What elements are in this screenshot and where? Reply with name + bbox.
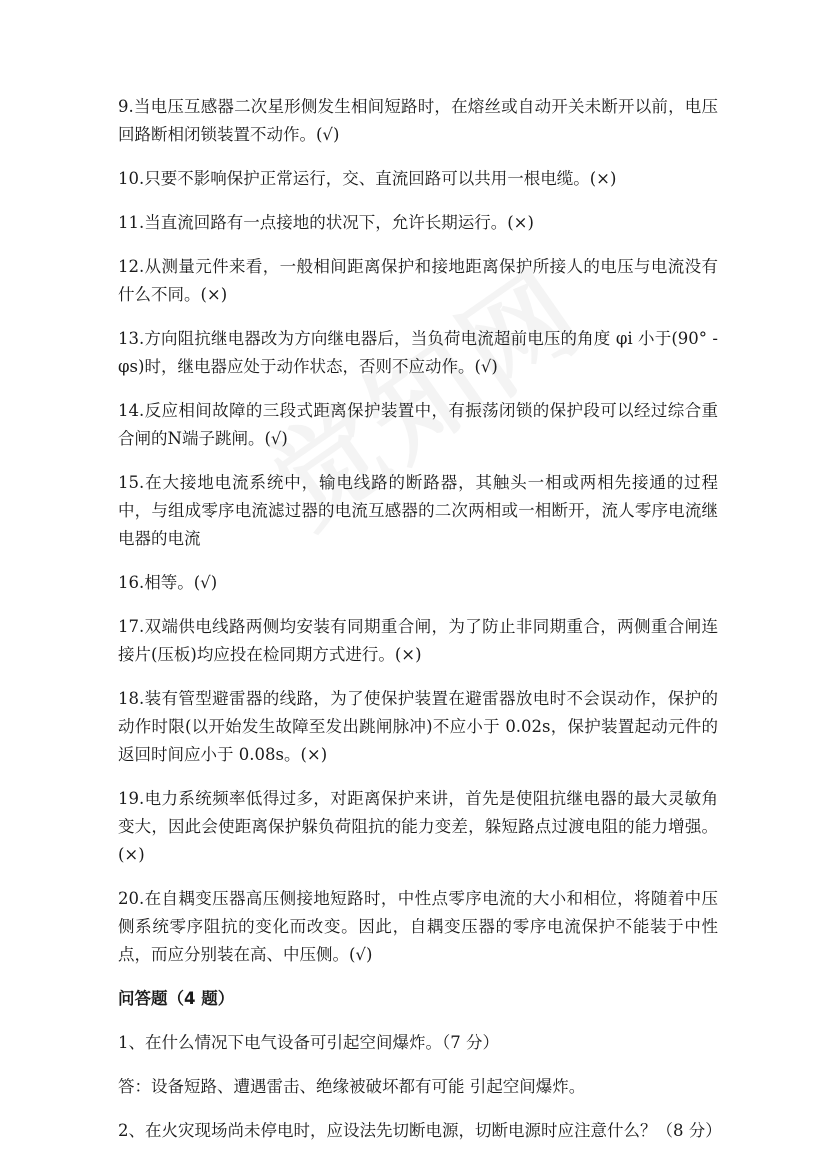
question-18: 18.装有管型避雷器的线路，为了使保护装置在避雷器放电时不会误动作，保护的动作时限(以开始发生故障至发出跳闸脉冲)不应小于 0.02s，保护装置起动元件的返回时间应小于 0.08s。(×) [118, 689, 718, 764]
qa-answer-1: 答：设备短路、遭遇雷击、绝缘被破坏都有可能 引起空间爆炸。 [118, 1077, 586, 1096]
question-9: 9.当电压互感器二次星形侧发生相间短路时，在熔丝或自动开关未断开以前，电压回路断相闭锁装置不动作。(√) [118, 97, 718, 144]
question-15: 15.在大接地电流系统中，输电线路的断路器，其触头一相或两相先接通的过程中，与组成零序电流滤过器的电流互感器的二次两相或一相断开，流人零序电流继电器的电流 [118, 473, 718, 548]
question-16: 16.相等。(√) [118, 573, 218, 592]
qa-question-1: 1、在什么情况下电气设备可引起空间爆炸。（7 分） [118, 1033, 499, 1052]
question-10: 10.只要不影响保护正常运行，交、直流回路可以共用一根电缆。(×) [118, 169, 617, 188]
question-12: 12.从测量元件来看，一般相间距离保护和接地距离保护所接人的电压与电流没有什么不同。(×) [118, 257, 718, 304]
question-20: 20.在自耦变压器高压侧接地短路时，中性点零序电流的大小和相位，将随着中压侧系统零序阻抗的变化而改变。因此，自耦变压器的零序电流保护不能装于中性点，而应分别装在高、中压侧。(√) [118, 889, 718, 964]
section-heading: 问答题（4 题） [118, 989, 235, 1008]
question-17: 17.双端供电线路两侧均安装有同期重合闸，为了防止非同期重合，两侧重合闸连接片(压板)均应投在检同期方式进行。(×) [118, 617, 718, 664]
question-14: 14.反应相间故障的三段式距离保护装置中，有振荡闭锁的保护段可以经过综合重合闸的N端子跳闸。(√) [118, 401, 718, 448]
question-19: 19.电力系统频率低得过多，对距离保护来讲，首先是使阻抗继电器的最大灵敏角变大，因此会使距离保护躲负荷阻抗的能力变差，躲短路点过渡电阻的能力增强。(×) [118, 789, 718, 864]
document-content [118, 93, 724, 1161]
question-13: 13.方向阻抗继电器改为方向继电器后，当负荷电流超前电压的角度 φi 小于(90° - φs)时，继电器应处于动作状态，否则不应动作。(√) [118, 329, 724, 376]
qa-question-2: 2、在火灾现场尚未停电时，应设法先切断电源，切断电源时应注意什么？（8 分） [118, 1121, 722, 1140]
question-11: 11.当直流回路有一点接地的状况下，允许长期运行。(×) [118, 213, 534, 232]
